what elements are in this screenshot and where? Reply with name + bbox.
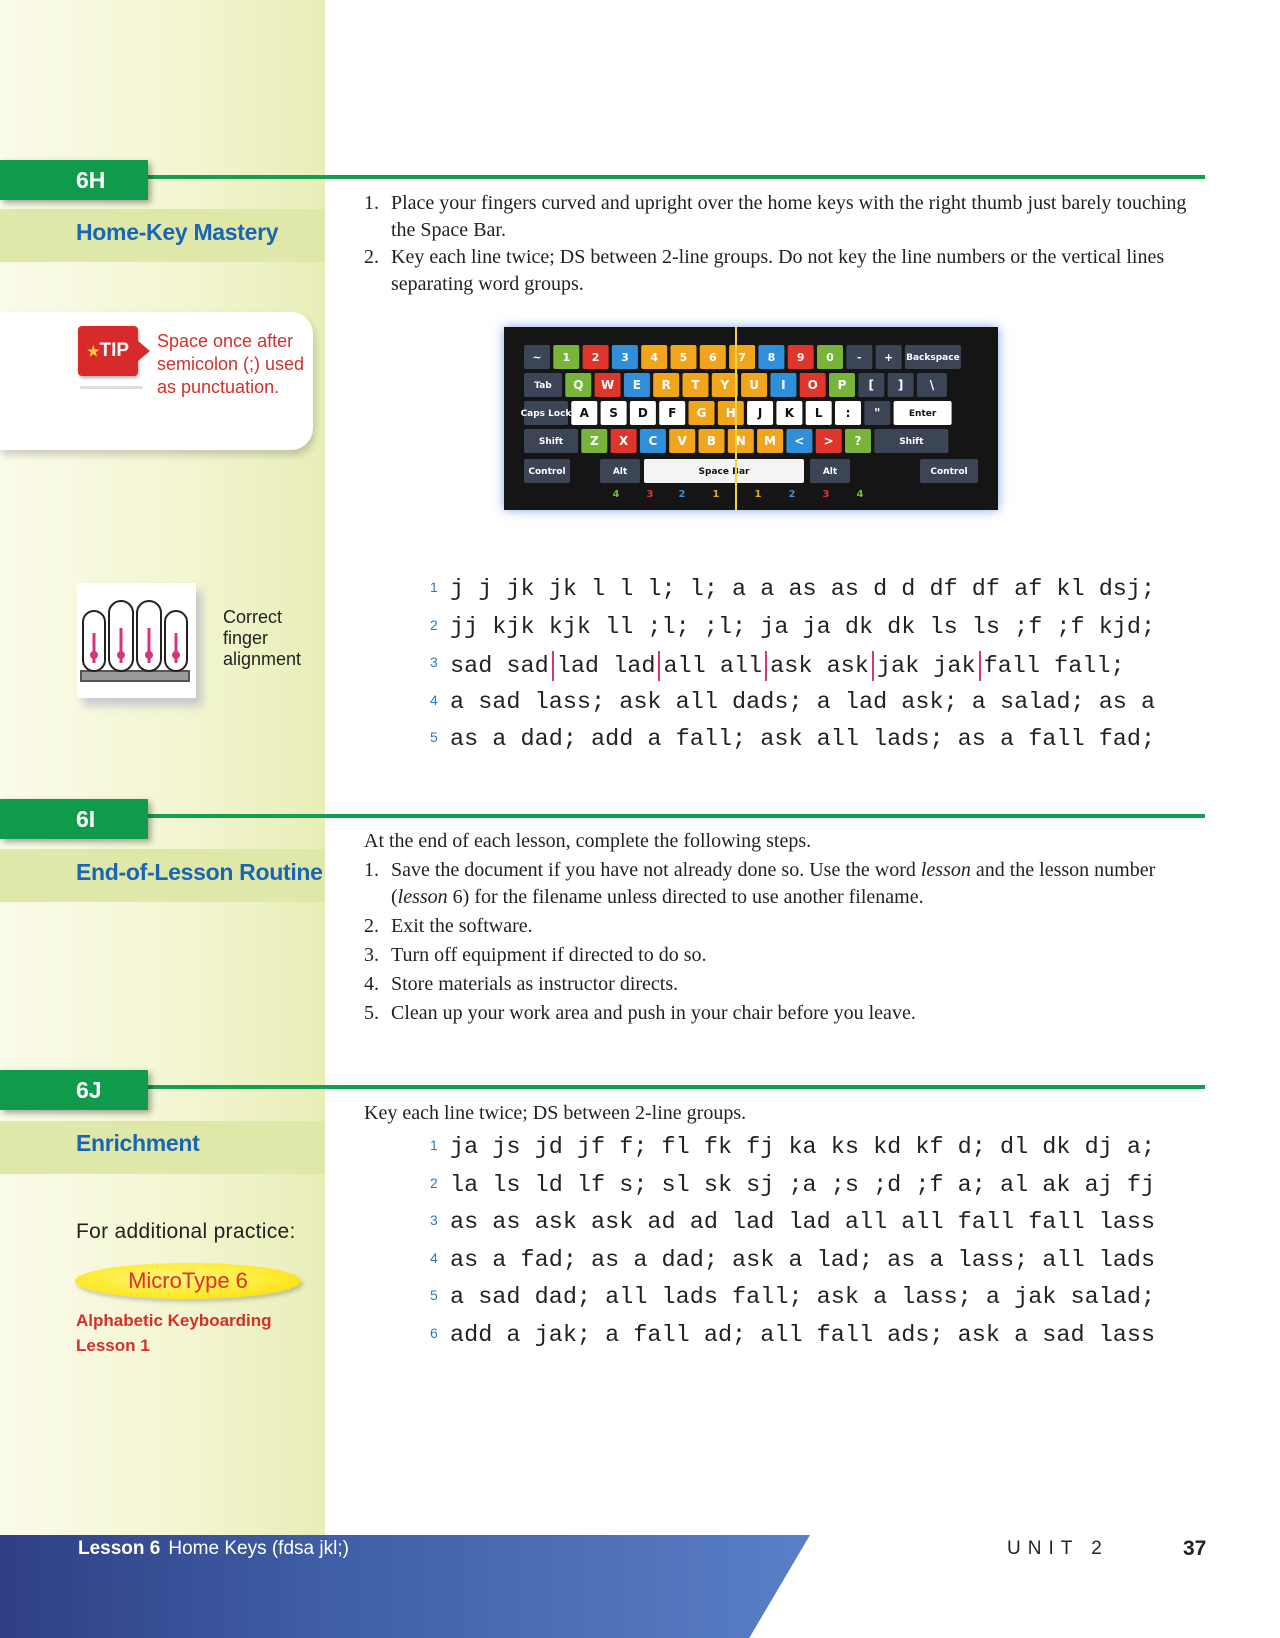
step-emphasis: lesson [920, 859, 971, 881]
line-number: 4 [430, 691, 438, 708]
practice-lesson [76, 1308, 272, 1358]
key-label: ~ [532, 350, 542, 364]
word-group: lad lad [556, 653, 656, 681]
steps-6i [364, 857, 1214, 1027]
key-label: 6 [708, 350, 717, 364]
word-group-separator [658, 651, 660, 681]
key-label: ? [854, 434, 862, 449]
practice-unit: Alphabetic Keyboarding [76, 1311, 272, 1330]
step-item [364, 244, 1214, 298]
line-number: 6 [430, 1324, 438, 1341]
key-label: : [845, 406, 851, 421]
key-label: 9 [796, 350, 805, 364]
key-label: U [749, 378, 759, 393]
key-label: 0 [826, 350, 834, 364]
word-group: ask ask [770, 653, 869, 681]
practice-label: For additional practice: [76, 1220, 296, 1243]
drill-text: as a dad; add a fall; ask all lads; as a fall fad; [450, 726, 1156, 754]
key-label: Y [720, 378, 730, 393]
key-label: Alt [822, 467, 838, 478]
key-label: Shift [538, 437, 564, 448]
key-label: O [807, 378, 818, 393]
drill-line [430, 1134, 1210, 1172]
key-label: Z [589, 434, 599, 449]
step-item [364, 190, 1214, 244]
line-number: 1 [430, 579, 438, 595]
footer-lesson-number: Lesson 6 [78, 1538, 161, 1559]
key-label: 1 [562, 350, 571, 364]
tip-badge-label: TIP [99, 340, 130, 361]
step-text: Place your fingers curved and upright over the home keys with the right thumb just barely touching the Space Bar. [391, 192, 1187, 241]
intro-6i: At the end of each lesson, complete the following steps. [364, 830, 812, 852]
footer-lesson [78, 1538, 349, 1560]
line-number: 3 [430, 1212, 438, 1229]
drill-text: as as ask ask ad ad lad lad all all fall fall lass [450, 1209, 1156, 1237]
key-label: C [648, 434, 658, 449]
drill-line [430, 576, 1210, 614]
key-label: A [579, 406, 589, 421]
key-label: + [883, 350, 894, 364]
step-text: Clean up your work area and push in your chair before you leave. [391, 1002, 916, 1024]
key-label: Tab [534, 381, 552, 392]
steps-6h [364, 190, 1214, 298]
section-rule-6i [148, 814, 1205, 818]
step-text: Key each line twice; DS between 2-line groups. Do not key the line numbers or the vertical lines separating word groups. [391, 246, 1165, 295]
word-group-separator [979, 651, 981, 681]
key-label: Enter [908, 409, 937, 420]
finger-number: 2 [678, 489, 686, 500]
step-text-a: Save the document if you have not already done so. Use the word [391, 859, 921, 881]
drill-text: add a jak; a fall ad; all fall ads; ask a sad lass [450, 1321, 1156, 1349]
finger-number: 1 [712, 489, 720, 500]
step-number: 1. [364, 859, 379, 881]
microtype-badge: MicroType 6 [75, 1263, 301, 1299]
step-text-c: 6) for the filename unless directed to use another filename. [447, 886, 924, 908]
step-item [364, 971, 1214, 998]
line-number: 3 [430, 654, 438, 671]
key-label: 2 [591, 350, 600, 364]
section-title-6j: Enrichment [76, 1130, 200, 1156]
drill-line [430, 1172, 1210, 1210]
key-label: G [696, 406, 707, 421]
key-label: Shift [899, 437, 924, 448]
step-number: 1. [364, 192, 379, 214]
key-label: I [781, 378, 786, 393]
key-label: \ [929, 378, 935, 393]
line-number: 2 [430, 1174, 438, 1191]
key-label: Caps Lock [520, 409, 572, 420]
key-label: 5 [679, 350, 688, 364]
key-label: ] [897, 378, 904, 393]
word-group: jak jak [876, 653, 976, 681]
word-group: fall fall; [983, 653, 1125, 681]
drill-line [430, 1322, 1210, 1360]
intro-6j: Key each line twice; DS between 2-line groups. [364, 1102, 747, 1124]
drill-line [430, 1247, 1210, 1285]
key-label: " [874, 406, 881, 421]
drill-6j [430, 1134, 1210, 1360]
key-label: N [735, 434, 746, 449]
key-label: V [677, 434, 687, 449]
step-number: 3. [364, 944, 379, 966]
key-label: 7 [738, 350, 746, 364]
word-group-separator [872, 651, 874, 681]
step-item [364, 857, 1214, 911]
drill-text: a sad dad; all lads fall; ask a lass; a jak salad; [450, 1284, 1156, 1312]
key-label: [ [868, 378, 875, 393]
step-text: Store materials as instructor directs. [391, 973, 679, 995]
step-text: Exit the software. [391, 915, 533, 937]
key-label: S [609, 406, 618, 421]
key-label: J [757, 406, 763, 421]
key-label: R [661, 378, 671, 393]
section-code-6i: 6I [0, 799, 148, 839]
key-label: 3 [621, 350, 629, 364]
finger-number: 3 [822, 489, 830, 500]
finger-number: 1 [754, 489, 762, 500]
key-label: P [837, 378, 847, 393]
finger-number: 4 [612, 489, 620, 500]
key-label: Q [573, 378, 584, 393]
step-number: 2. [364, 246, 379, 268]
step-number: 4. [364, 973, 379, 995]
finger-caption: Correct finger alignment [223, 607, 302, 669]
step-emphasis: lesson [397, 886, 448, 908]
step-text-b: and the lesson number ( [391, 859, 1156, 908]
keyboard-row-numbers [524, 345, 961, 369]
key-label: H [725, 406, 736, 421]
section-title-6h: Home-Key Mastery [76, 219, 279, 245]
key-label: 4 [650, 350, 659, 364]
section-rule-6j [148, 1085, 1205, 1089]
finger-alignment-image [77, 583, 196, 698]
drill-line [430, 614, 1210, 652]
drill-line [430, 689, 1210, 727]
key-label: K [784, 406, 795, 421]
page-number: 37 [1183, 1537, 1207, 1560]
key-label: B [706, 434, 717, 449]
drill-text: ja js jd jf f; fl fk fj ka ks kd kf d; dl dk dj a; [450, 1134, 1156, 1161]
key-label: Control [930, 467, 968, 478]
word-group-separator [765, 651, 767, 681]
finger-number: 3 [646, 489, 654, 500]
keyboard-diagram [504, 327, 998, 510]
key-label: - [857, 350, 862, 364]
step-item [364, 942, 1214, 969]
drill-text: j j jk jk l l l; l; a a as as d d df df af kl dsj; [450, 576, 1156, 603]
tip-badge [78, 326, 138, 376]
drill-text: as a fad; as a dad; ask a lad; as a lass; all lads [450, 1246, 1156, 1274]
tip-text: Space once after semicolon (;) used as punctuation. [157, 331, 305, 397]
word-group: all all [663, 653, 763, 681]
key-label: M [764, 434, 777, 449]
step-number: 2. [364, 915, 379, 937]
footer-lesson-title: Home Keys (fdsa jkl;) [168, 1538, 349, 1559]
line-number: 2 [430, 616, 438, 633]
drill-text: la ls ld lf s; sl sk sj ;a ;s ;d ;f a; al ak aj fj [450, 1171, 1156, 1199]
star-icon: ★ [86, 343, 100, 359]
key-label: Control [528, 467, 566, 478]
drill-line [430, 1209, 1210, 1247]
key-label: W [600, 378, 615, 393]
key-label: T [691, 378, 700, 393]
key-label: L [814, 406, 823, 421]
line-number: 4 [430, 1249, 438, 1266]
line-number: 1 [430, 1137, 438, 1153]
key-label: D [637, 406, 648, 421]
key-label: Alt [612, 467, 628, 478]
line-number: 5 [430, 1287, 438, 1304]
word-group-separator [552, 651, 554, 681]
key-label: Backspace [906, 353, 960, 364]
practice-lesson-number: Lesson 1 [76, 1336, 150, 1355]
finger-number: 2 [788, 489, 796, 500]
word-group: sad sad [450, 653, 549, 681]
drill-line [430, 1284, 1210, 1322]
drill-text: jj kjk kjk ll ;l; ;l; ja ja dk dk ls ls ;f ;f kjd; [450, 613, 1156, 641]
drill-line [430, 651, 1210, 689]
step-text: Turn off equipment if directed to do so. [391, 944, 707, 966]
section-rule-6h [148, 175, 1205, 179]
drill-text: a sad lass; ask all dads; a lad ask; a salad; as a [450, 688, 1156, 716]
key-label: 8 [767, 350, 776, 364]
key-label: F [668, 406, 677, 421]
step-number: 5. [364, 1002, 379, 1024]
drill-line [430, 726, 1210, 764]
section-code-6j: 6J [0, 1070, 148, 1110]
finger-number: 4 [856, 489, 864, 500]
key-label: X [618, 434, 629, 449]
drill-text [450, 651, 1125, 681]
key-label: Space Bar [698, 467, 750, 478]
step-item [364, 913, 1214, 940]
key-label: E [632, 378, 642, 393]
key-label: < [794, 434, 805, 449]
step-item [364, 1000, 1214, 1027]
line-number: 5 [430, 729, 438, 746]
section-code-6h: 6H [0, 160, 148, 200]
unit-label: UNIT 2 [1007, 1538, 1109, 1559]
key-label: > [823, 434, 834, 449]
section-title-6i: End-of-Lesson Routine [76, 859, 323, 885]
divider [80, 386, 143, 389]
drill-6h [430, 576, 1210, 764]
